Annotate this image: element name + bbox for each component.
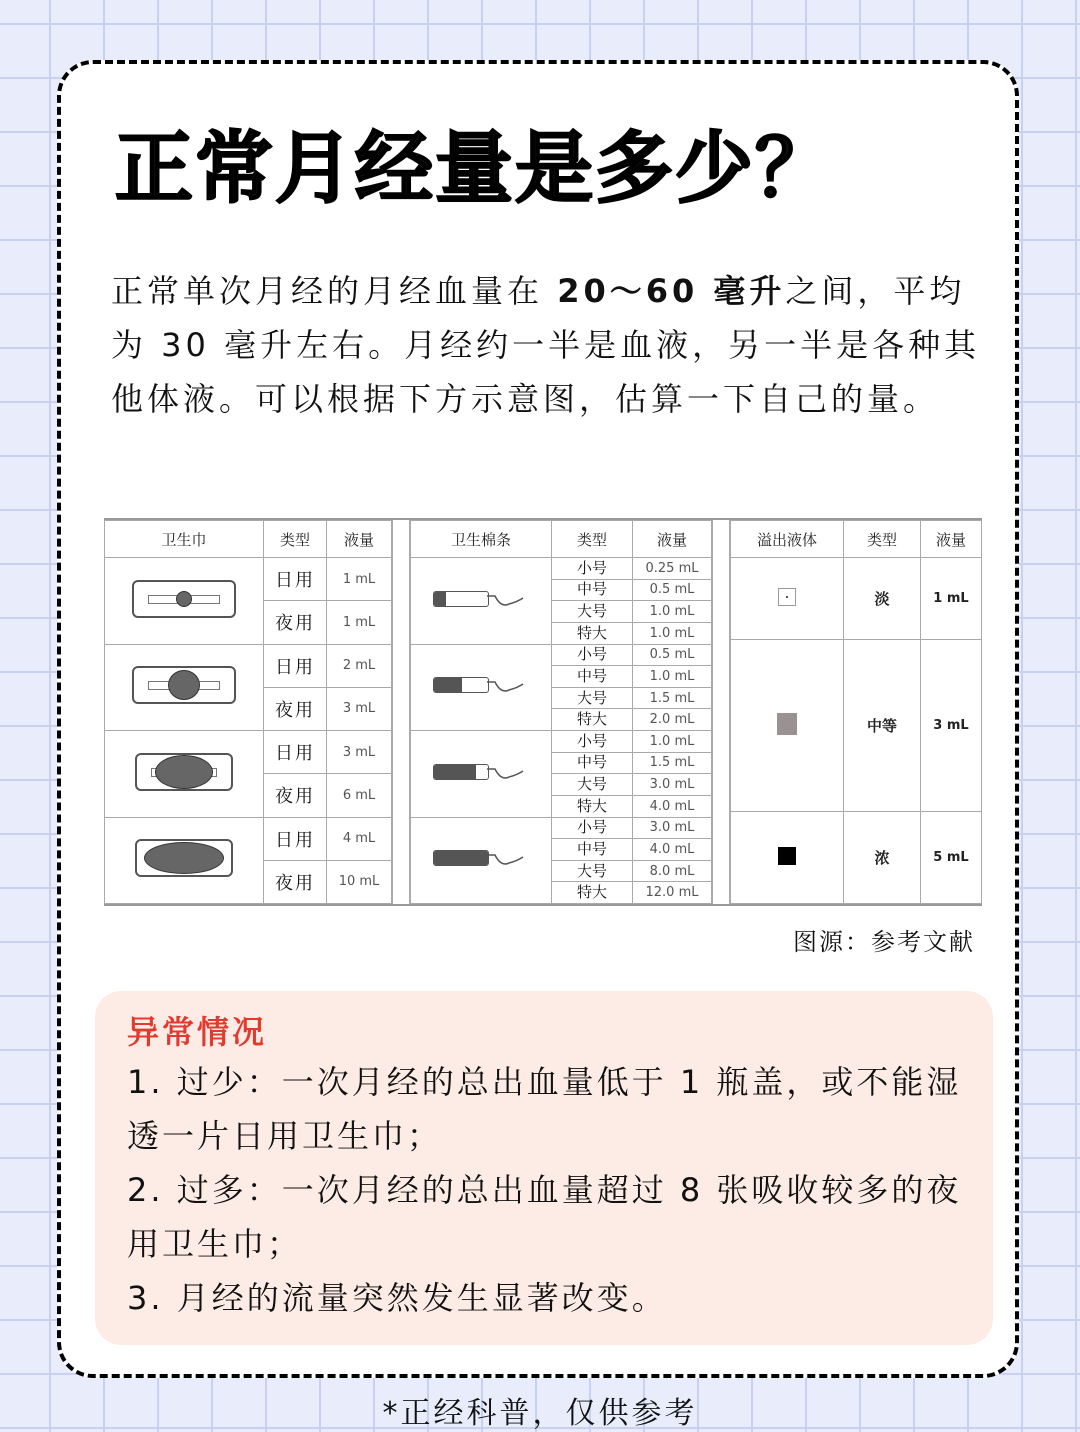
tampon-type: 大号 bbox=[552, 860, 633, 882]
abnormal-conditions-box bbox=[95, 991, 993, 1345]
clot-light-icon bbox=[778, 588, 796, 606]
tampon-volume: 4.0 mL bbox=[633, 795, 712, 817]
tampon-type: 大号 bbox=[552, 687, 633, 709]
pad-stain-medium-icon bbox=[132, 666, 236, 704]
callout-item: 2. 过多：一次月经的总出血量超过 8 张吸收较多的夜用卫生巾； bbox=[127, 1171, 962, 1263]
tampon-type: 中号 bbox=[552, 839, 633, 861]
page-title: 正常月经量是多少？ bbox=[115, 124, 836, 214]
pad-type: 日用 bbox=[264, 558, 327, 601]
clot-cell bbox=[731, 558, 844, 640]
clot-cell bbox=[731, 812, 844, 904]
pad-icon-cell bbox=[105, 644, 264, 731]
callout-title: 异常情况 bbox=[127, 1013, 268, 1051]
intro-highlight: 20～60 毫升 bbox=[557, 272, 786, 310]
volume-header: 液量 bbox=[921, 521, 982, 558]
leakage-type: 浓 bbox=[844, 812, 921, 904]
volume-header: 液量 bbox=[327, 521, 392, 558]
tampons-table bbox=[410, 520, 712, 904]
tampon-volume: 3.0 mL bbox=[633, 817, 712, 839]
callout-list bbox=[127, 1055, 967, 1325]
pad-stain-large-icon bbox=[135, 753, 233, 791]
tampons-header: 卫生棉条 bbox=[411, 521, 552, 558]
pad-volume: 3 mL bbox=[327, 687, 392, 730]
tampon-volume: 0.25 mL bbox=[633, 558, 712, 580]
volume-header: 液量 bbox=[633, 521, 712, 558]
content-card bbox=[57, 60, 1019, 1378]
type-header: 类型 bbox=[264, 521, 327, 558]
tampon-icon-cell bbox=[411, 644, 552, 731]
tampon-volume: 0.5 mL bbox=[633, 644, 712, 666]
tampon-icon-cell bbox=[411, 558, 552, 645]
pads-table bbox=[104, 520, 392, 904]
pad-type: 夜用 bbox=[264, 687, 327, 730]
pad-volume: 3 mL bbox=[327, 731, 392, 774]
table-divider bbox=[392, 520, 410, 904]
pad-type: 夜用 bbox=[264, 601, 327, 644]
pad-volume: 6 mL bbox=[327, 774, 392, 817]
type-header: 类型 bbox=[552, 521, 633, 558]
tampon-stain-small-icon bbox=[433, 584, 529, 614]
tampon-volume: 0.5 mL bbox=[633, 579, 712, 601]
type-header: 类型 bbox=[844, 521, 921, 558]
intro-text-1: 正常单次月经的月经血量在 bbox=[111, 272, 558, 310]
pad-type: 日用 bbox=[264, 644, 327, 687]
pad-volume: 1 mL bbox=[327, 558, 392, 601]
tampon-volume: 3.0 mL bbox=[633, 774, 712, 796]
tampon-volume: 1.0 mL bbox=[633, 601, 712, 623]
leakage-volume: 1 mL bbox=[921, 558, 982, 640]
tampon-type: 小号 bbox=[552, 644, 633, 666]
tampon-type: 中号 bbox=[552, 666, 633, 688]
leakage-header: 溢出液体 bbox=[731, 521, 844, 558]
tampon-stain-full-icon bbox=[433, 843, 529, 873]
leakage-volume: 3 mL bbox=[921, 640, 982, 812]
pad-type: 日用 bbox=[264, 817, 327, 860]
clot-medium-icon bbox=[777, 713, 797, 735]
pads-header: 卫生巾 bbox=[105, 521, 264, 558]
tampon-volume: 2.0 mL bbox=[633, 709, 712, 731]
clot-cell bbox=[731, 640, 844, 812]
tampon-volume: 1.0 mL bbox=[633, 666, 712, 688]
tampon-type: 小号 bbox=[552, 731, 633, 753]
tampon-icon-cell bbox=[411, 817, 552, 904]
pad-icon-cell bbox=[105, 558, 264, 645]
leakage-table bbox=[730, 520, 982, 904]
tampon-volume: 1.5 mL bbox=[633, 687, 712, 709]
callout-item: 3. 月经的流量突然发生显著改变。 bbox=[127, 1279, 667, 1317]
leakage-type: 中等 bbox=[844, 640, 921, 812]
pad-icon-cell bbox=[105, 731, 264, 818]
tampon-volume: 1.0 mL bbox=[633, 731, 712, 753]
table-divider bbox=[712, 520, 730, 904]
reference-figure bbox=[104, 518, 982, 906]
tampon-stain-medium-icon bbox=[433, 670, 529, 700]
pad-volume: 10 mL bbox=[327, 860, 392, 903]
tampon-volume: 4.0 mL bbox=[633, 839, 712, 861]
pad-volume: 2 mL bbox=[327, 644, 392, 687]
tampon-volume: 12.0 mL bbox=[633, 882, 712, 904]
leakage-volume: 5 mL bbox=[921, 812, 982, 904]
tampon-volume: 1.5 mL bbox=[633, 752, 712, 774]
pad-stain-full-icon bbox=[135, 839, 233, 877]
tampon-volume: 1.0 mL bbox=[633, 622, 712, 644]
tampon-type: 大号 bbox=[552, 774, 633, 796]
pad-volume: 1 mL bbox=[327, 601, 392, 644]
pad-volume: 4 mL bbox=[327, 817, 392, 860]
tampon-type: 特大 bbox=[552, 795, 633, 817]
leakage-type: 淡 bbox=[844, 558, 921, 640]
tampon-type: 特大 bbox=[552, 622, 633, 644]
footer-disclaimer: *正经科普，仅供参考 bbox=[382, 1396, 698, 1431]
tampon-icon-cell bbox=[411, 731, 552, 818]
callout-item: 1. 过少：一次月经的总出血量低于 1 瓶盖，或不能湿透一片日用卫生巾； bbox=[127, 1063, 962, 1155]
clot-heavy-icon bbox=[778, 847, 796, 865]
tampon-type: 中号 bbox=[552, 752, 633, 774]
pad-type: 夜用 bbox=[264, 860, 327, 903]
pad-type: 夜用 bbox=[264, 774, 327, 817]
tampon-type: 大号 bbox=[552, 601, 633, 623]
tampon-type: 中号 bbox=[552, 579, 633, 601]
tampon-stain-large-icon bbox=[433, 757, 529, 787]
tampon-type: 小号 bbox=[552, 558, 633, 580]
tampon-volume: 8.0 mL bbox=[633, 860, 712, 882]
pad-stain-small-icon bbox=[132, 580, 236, 618]
pad-type: 日用 bbox=[264, 731, 327, 774]
tampon-type: 特大 bbox=[552, 882, 633, 904]
tampon-type: 特大 bbox=[552, 709, 633, 731]
pad-icon-cell bbox=[105, 817, 264, 904]
image-source-caption: 图源：参考文献 bbox=[793, 928, 975, 956]
intro-paragraph bbox=[111, 264, 981, 426]
intro-text-2: 之间，平均为 30 毫升左右。月经约一半是血液，另一半是各种其他体液。可以根据下方示意图，估算一下自己的量。 bbox=[111, 272, 981, 418]
tampon-type: 小号 bbox=[552, 817, 633, 839]
